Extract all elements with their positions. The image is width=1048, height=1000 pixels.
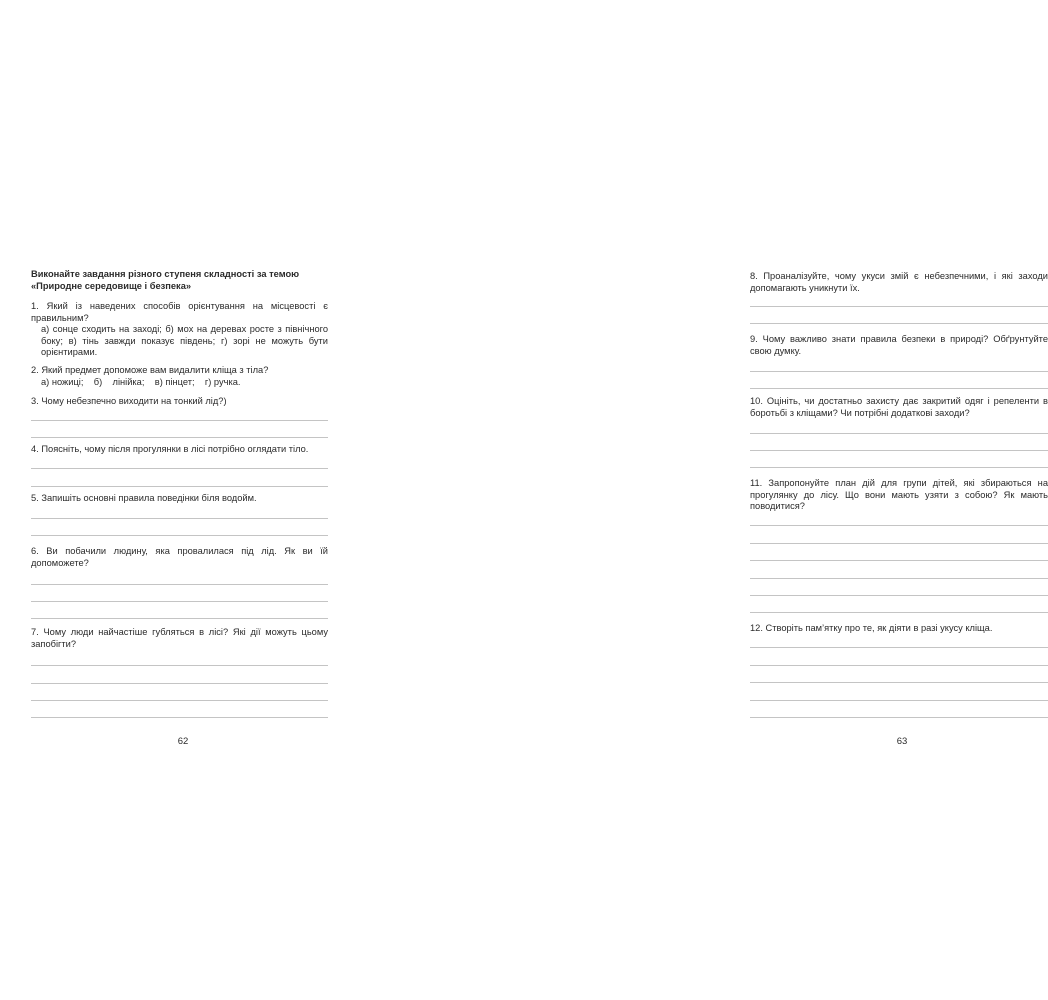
answer-line[interactable]: [31, 618, 328, 619]
answer-line[interactable]: [31, 535, 328, 536]
answer-line[interactable]: [750, 560, 1048, 561]
question-1: 1. Який із наведених способів орієнтування на місцевості є правильним?: [31, 301, 328, 323]
answer-line[interactable]: [750, 450, 1048, 451]
answer-line[interactable]: [750, 578, 1048, 579]
answer-line[interactable]: [31, 717, 328, 718]
answer-line[interactable]: [750, 467, 1048, 468]
answer-line[interactable]: [31, 584, 328, 585]
question-8: 8. Проаналізуйте, чому укуси змій є небезпечними, і які заходи допомагають уникнути їх.: [750, 271, 1048, 293]
question-4: 4. Поясніть, чому після прогулянки в лісі потрібно оглядати тіло.: [31, 444, 309, 454]
question-9: 9. Чому важливо знати правила безпеки в природі? Обґрунтуйте свою думку.: [750, 334, 1048, 356]
answer-line[interactable]: [750, 525, 1048, 526]
answer-line[interactable]: [750, 371, 1048, 372]
answer-line[interactable]: [750, 323, 1048, 324]
answer-line[interactable]: [750, 595, 1048, 596]
answer-line[interactable]: [750, 612, 1048, 613]
answer-line[interactable]: [750, 543, 1048, 544]
left-page: [0, 0, 360, 1000]
answer-line[interactable]: [31, 486, 328, 487]
right-page: [360, 0, 1048, 1000]
page-number: 62: [177, 736, 189, 747]
worksheet-heading-line2: «Природне середовище і безпека»: [31, 281, 192, 291]
worksheet-heading-line1: Виконайте завдання різного ступеня складності за темою: [31, 269, 300, 279]
question-10: 10. Оцініть, чи достатньо захисту дає закритий одяг і репеленти в боротьбі з кліщами? Чи потрібні додаткові заходи?: [750, 396, 1048, 418]
question-12: 12. Створіть пам’ятку про те, як діяти в разі укусу кліща.: [750, 623, 993, 633]
question-1-options: а) сонце сходить на заході; б) мох на деревах росте з північного боку; в) тінь завжди показує південь; г) зорі не можуть бути орієнтирами.: [41, 324, 328, 357]
question-5: 5. Запишіть основні правила поведінки біля водойм.: [31, 493, 257, 503]
question-6: 6. Ви побачили людину, яка провалилася під лід. Як ви їй допоможете?: [31, 546, 328, 568]
answer-line[interactable]: [31, 468, 328, 469]
question-3: 3. Чому небезпечно виходити на тонкий лід?): [31, 396, 227, 406]
answer-line[interactable]: [31, 437, 328, 438]
answer-line[interactable]: [750, 306, 1048, 307]
page-number: 63: [896, 736, 908, 747]
answer-line[interactable]: [31, 683, 328, 684]
answer-line[interactable]: [750, 388, 1048, 389]
answer-line[interactable]: [31, 665, 328, 666]
answer-line[interactable]: [750, 682, 1048, 683]
answer-line[interactable]: [750, 433, 1048, 434]
question-2-options: а) ножиці; б) лінійка; в) пінцет; г) ручка.: [41, 377, 241, 387]
question-2: 2. Який предмет допоможе вам видалити кліща з тіла?: [31, 365, 269, 375]
answer-line[interactable]: [750, 717, 1048, 718]
answer-line[interactable]: [31, 518, 328, 519]
question-11: 11. Запропонуйте план дій для групи дітей, які збираються на прогулянку до лісу. Що вони мають узяти з собою? Як мають поводитися?: [750, 478, 1048, 511]
answer-line[interactable]: [31, 601, 328, 602]
question-7: 7. Чому люди найчастіше губляться в лісі? Які дії можуть цьому запобігти?: [31, 627, 328, 649]
answer-line[interactable]: [750, 647, 1048, 648]
answer-line[interactable]: [31, 700, 328, 701]
answer-line[interactable]: [31, 420, 328, 421]
answer-line[interactable]: [750, 665, 1048, 666]
answer-line[interactable]: [750, 700, 1048, 701]
